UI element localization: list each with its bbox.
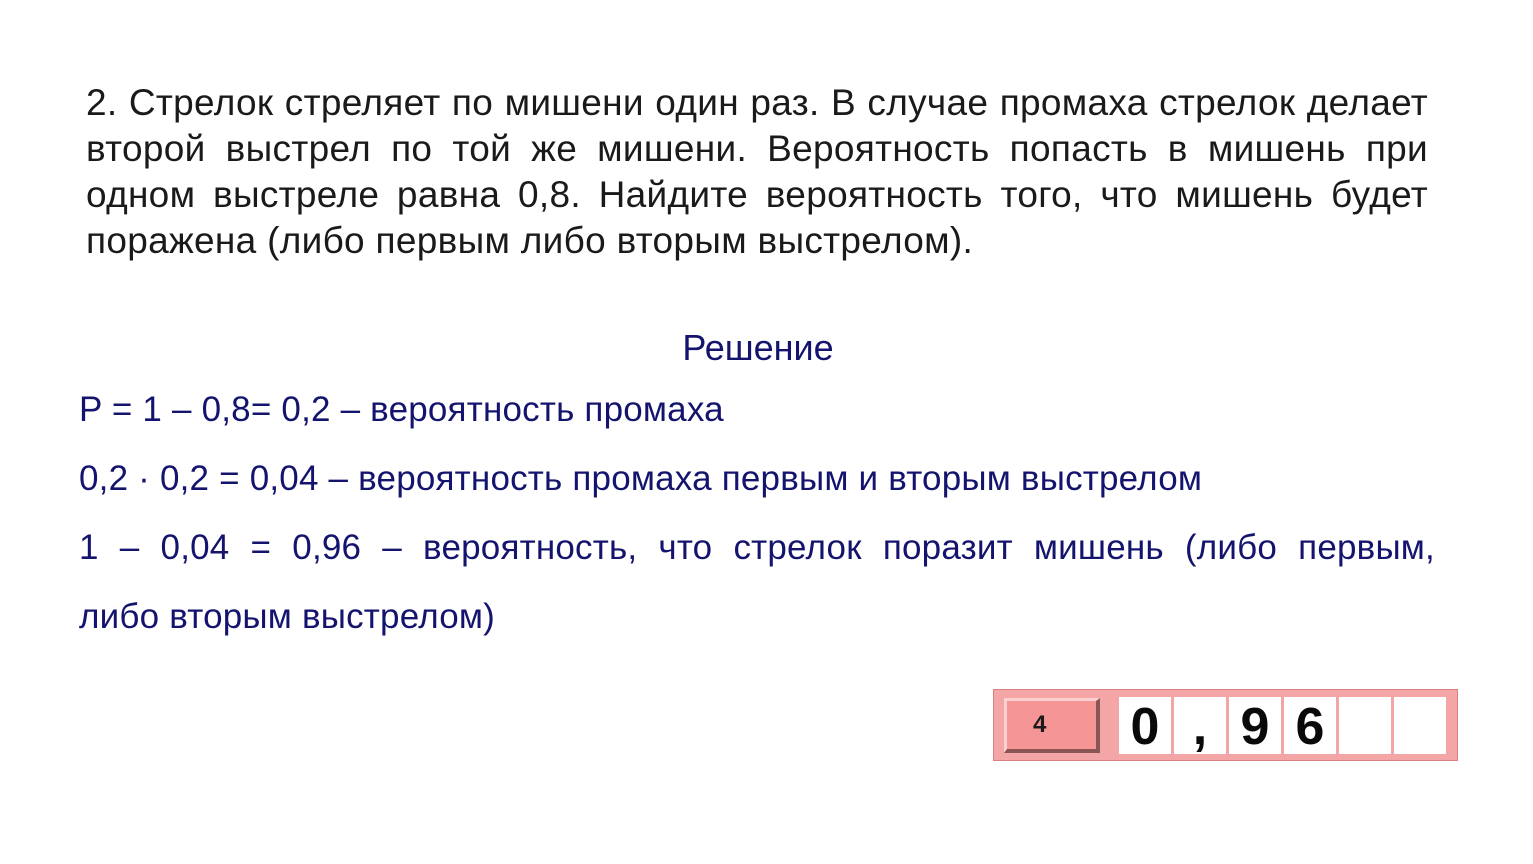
solution-line-4: либо вторым выстрелом): [79, 597, 495, 636]
answer-cells: [1119, 697, 1449, 754]
solution-line-1: P = 1 – 0,8= 0,2 – вероятность промаха: [79, 390, 724, 429]
answer-cell[interactable]: 6: [1284, 697, 1336, 754]
task-number-button[interactable]: 4: [1004, 698, 1100, 753]
answer-cell[interactable]: 0: [1119, 697, 1171, 754]
answer-cell[interactable]: [1339, 697, 1391, 754]
answer-cell[interactable]: 9: [1229, 697, 1281, 754]
solution-line-2: 0,2 · 0,2 = 0,04 – вероятность промаха первым и вторым выстрелом: [79, 459, 1203, 498]
answer-cell[interactable]: [1394, 697, 1446, 754]
problem-statement: 2. Стрелок стреляет по мишени один раз. В случае промаха стрелок делает второй выстрел по той же мишени. Вероятность попасть в мишень при одном выстреле равна 0,8. Найдите вероятность того, что мишень будет поражена (либо первым либо вторым выстрелом).: [86, 82, 1428, 261]
answer-panel: [993, 689, 1458, 761]
solution-heading: Решение: [682, 327, 834, 368]
solution-line-3: 1 – 0,04 = 0,96 – вероятность, что стрелок поразит мишень (либо первым,: [79, 528, 1435, 567]
answer-cell[interactable]: ,: [1174, 697, 1226, 754]
